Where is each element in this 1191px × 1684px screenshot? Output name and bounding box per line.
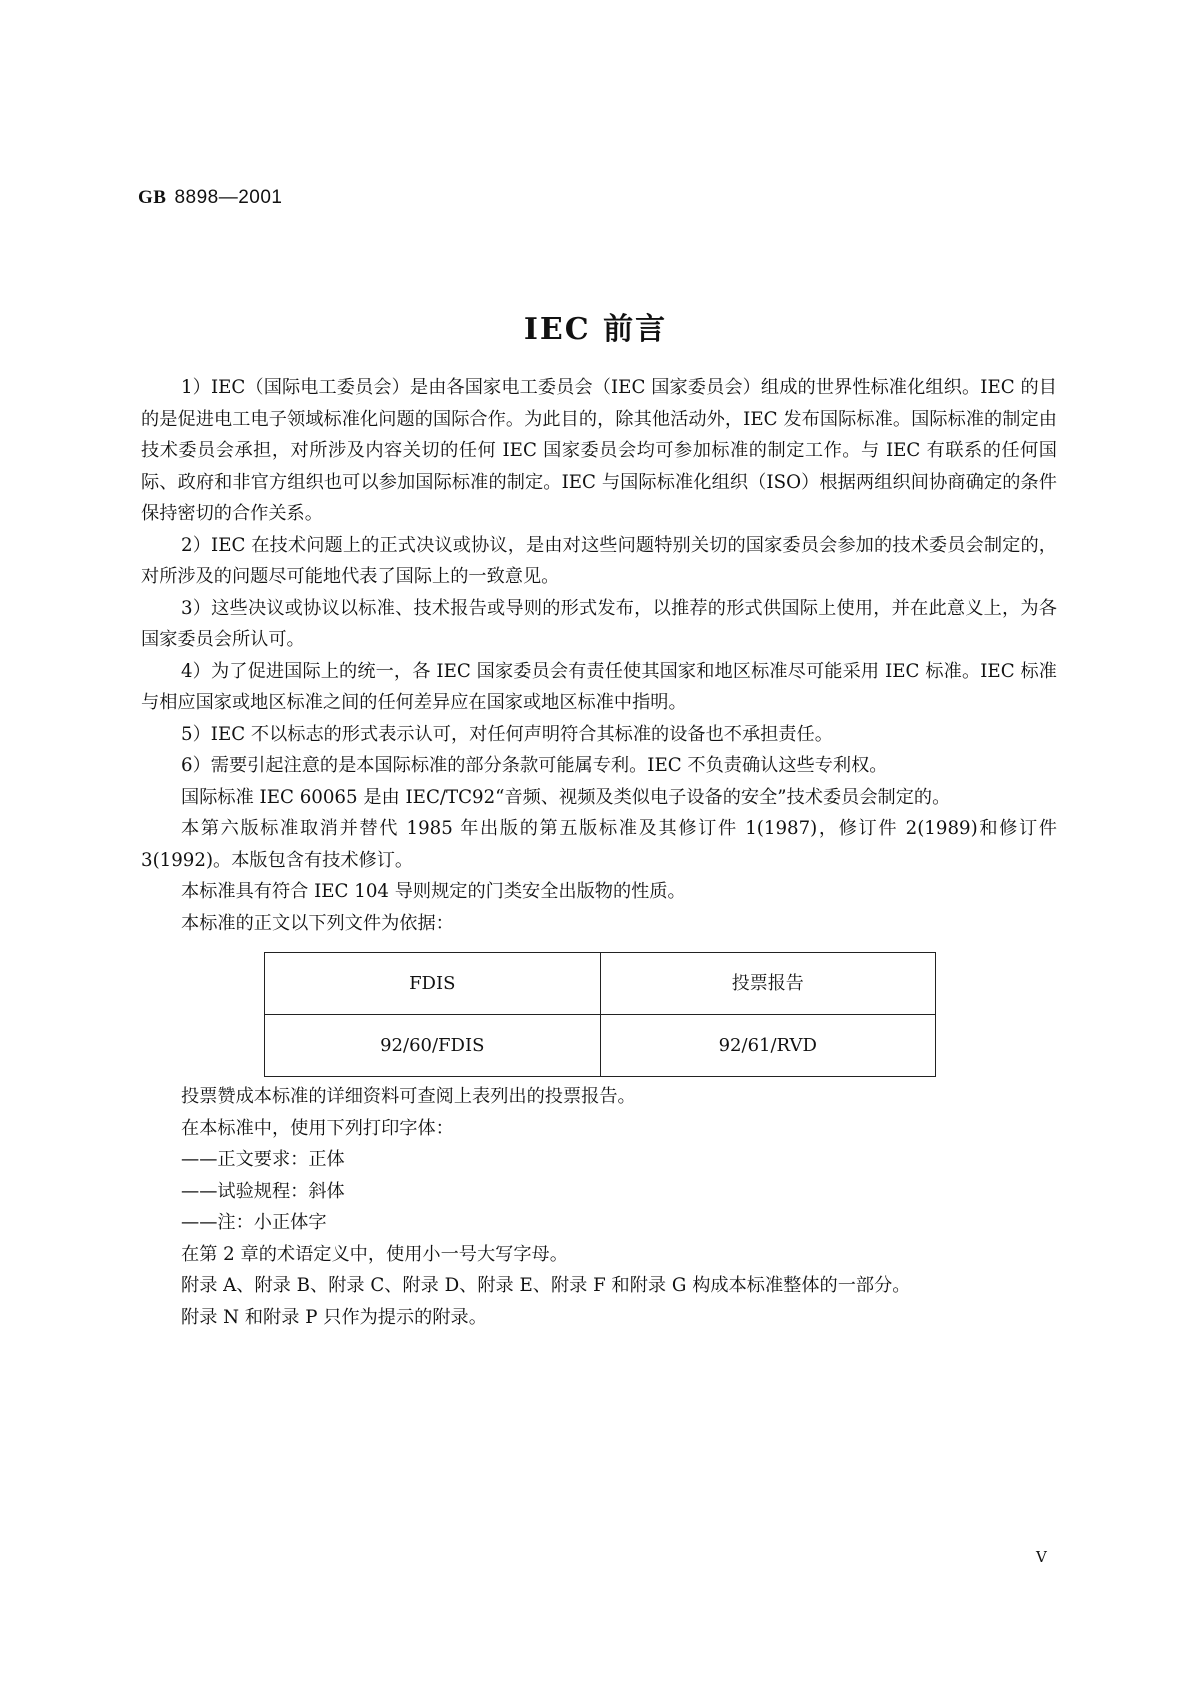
normative-annexes: 附录 A、附录 B、附录 C、附录 D、附录 E、附录 F 和附录 G 构成本标准整体的一部分。 xyxy=(181,1275,911,1296)
typeface-item: ——注：小正体字 xyxy=(181,1212,327,1233)
document-header xyxy=(138,186,283,209)
table-cell: 92/60/FDIS xyxy=(265,1015,601,1077)
voting-note: 投票赞成本标准的详细资料可查阅上表列出的投票报告。 xyxy=(181,1086,636,1107)
paragraph-basis: 本标准的正文以下列文件为依据： xyxy=(181,912,454,934)
table-cell: 92/61/RVD xyxy=(600,1015,936,1077)
paragraph-3: 3）这些决议或协议以标准、技术报告或导则的形式发布，以推荐的形式供国际上使用，并在此意义上，为各国家委员会所认可。 xyxy=(141,597,1057,650)
paragraph-edition: 本第六版标准取消并替代 1985 年出版的第五版标准及其修订件 1(1987)，修订件 2(1989)和修订件 3(1992)。本版包含有技术修订。 xyxy=(141,818,1057,871)
standard-number: 8898—2001 xyxy=(174,187,283,208)
paragraph-6: 6）需要引起注意的是本国际标准的部分条款可能属专利。IEC 不负责确认这些专利权。 xyxy=(181,755,888,776)
paragraph-1: 1）IEC（国际电工委员会）是由各国家电工委员会（IEC 国家委员会）组成的世界性标准化组织。IEC 的目的是促进电工电子领域标准化问题的国际合作。为此目的，除其他活动外，IEC 发布国际标准。国际标准的制定由技术委员会承担，对所涉及内容关切的任何 IEC 国家委员会均可参加标准的制定工作。与 IEC 有联系的任何国际、政府和非官方组织也可以参加国际标准的制定。IEC 与国际标准化组织（ISO）根据两组织间协商确定的条件保持密切的合作关系。 xyxy=(141,377,1057,524)
typeface-item: ——正文要求：正体 xyxy=(181,1149,345,1170)
paragraph-2: 2）IEC 在技术问题上的正式决议或协议，是由对这些问题特别关切的国家委员会参加的技术委员会制定的，对所涉及的问题尽可能地代表了国际上的一致意见。 xyxy=(141,534,1057,587)
post-table-section xyxy=(141,1081,1057,1333)
paragraph-tc92: 国际标准 IEC 60065 是由 IEC/TC92“音频、视频及类似电子设备的安全”技术委员会制定的。 xyxy=(181,786,951,808)
standard-prefix: GB xyxy=(138,187,167,208)
table-header-row xyxy=(265,953,936,1015)
table-row xyxy=(265,1015,936,1077)
typeface-item: ——试验规程：斜体 xyxy=(181,1180,345,1202)
terms-note: 在第 2 章的术语定义中，使用小一号大写字母。 xyxy=(181,1243,568,1265)
typeface-intro: 在本标准中，使用下列打印字体： xyxy=(181,1117,454,1139)
voting-documents-table xyxy=(264,952,936,1077)
page-number: V xyxy=(1036,1548,1047,1566)
table-header-cell: 投票报告 xyxy=(600,953,936,1015)
table-header-cell: FDIS xyxy=(265,953,601,1015)
paragraph-4: 4）为了促进国际上的统一，各 IEC 国家委员会有责任使其国家和地区标准尽可能采用 IEC 标准。IEC 标准与相应国家或地区标准之间的任何差异应在国家或地区标准中指明。 xyxy=(141,660,1057,713)
informative-annexes: 附录 N 和附录 P 只作为提示的附录。 xyxy=(181,1306,487,1328)
page-title: IEC 前言 xyxy=(523,312,668,347)
paragraph-5: 5）IEC 不以标志的形式表示认可，对任何声明符合其标准的设备也不承担责任。 xyxy=(181,723,833,745)
paragraph-guide-104: 本标准具有符合 IEC 104 导则规定的门类安全出版物的性质。 xyxy=(181,881,686,902)
foreword-body xyxy=(141,372,1057,1333)
